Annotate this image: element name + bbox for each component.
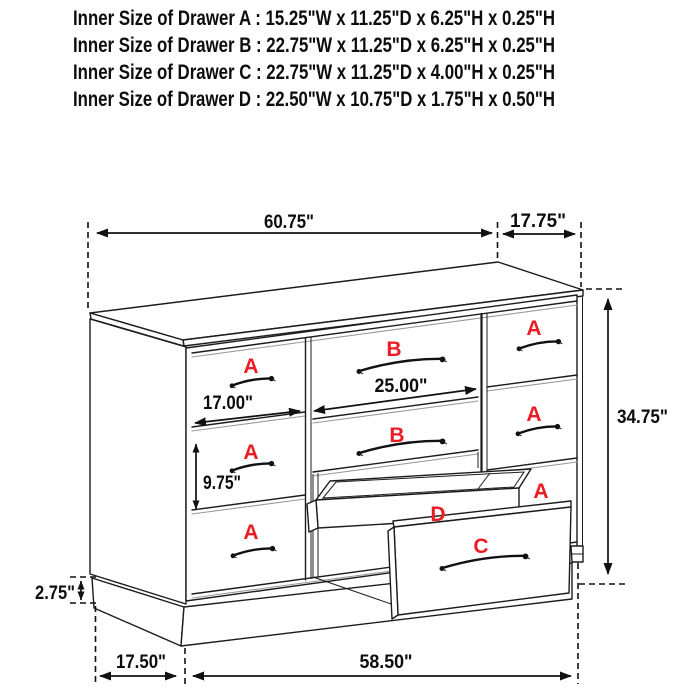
dim-drawer-b-width: 25.00": [374, 376, 428, 397]
spec-line-a: Inner Size of Drawer A : 15.25"W x 11.25"D x 6.25"H x 0.25"H: [73, 7, 555, 30]
right-foot: [571, 546, 583, 562]
drawer-label-b1: B: [386, 338, 402, 361]
dim-height: 34.75": [617, 407, 668, 428]
drawer-label-a1-right: A: [526, 317, 542, 340]
drawer-label-c: C: [473, 535, 489, 558]
spec-line-c: Inner Size of Drawer C : 22.75"W x 11.25"D x 4.00"H x 0.25"H: [73, 61, 555, 84]
drawer-label-a2-left: A: [243, 441, 259, 464]
dim-base-depth: 17.50": [116, 652, 166, 673]
dim-base-height: 2.75": [35, 583, 75, 604]
spec-line-d: Inner Size of Drawer D : 22.50"W x 10.75"D x 1.75"H x 0.50"H: [73, 88, 555, 111]
spec-line-b: Inner Size of Drawer B : 22.75"W x 11.25"D x 6.25"H x 0.25"H: [73, 34, 555, 57]
drawer-label-a1-left: A: [243, 355, 259, 378]
drawer-label-d: D: [430, 503, 446, 526]
dresser-drawing: [90, 262, 583, 646]
drawer-label-a3-left: A: [243, 521, 259, 544]
drawer-label-b2: B: [389, 424, 405, 447]
side-panel: [90, 319, 186, 604]
drawer-label-a2-right: A: [526, 403, 542, 426]
dim-drawer-a-width: 17.00": [203, 393, 253, 414]
spec-text-block: [73, 7, 555, 111]
dim-base-width: 58.50": [359, 652, 413, 673]
dim-top-width: 60.75": [264, 212, 314, 233]
dim-drawer-a-height: 9.75": [203, 473, 241, 494]
drawer-label-a3-right: A: [533, 480, 549, 503]
dim-top-side: 17.75": [510, 211, 566, 232]
